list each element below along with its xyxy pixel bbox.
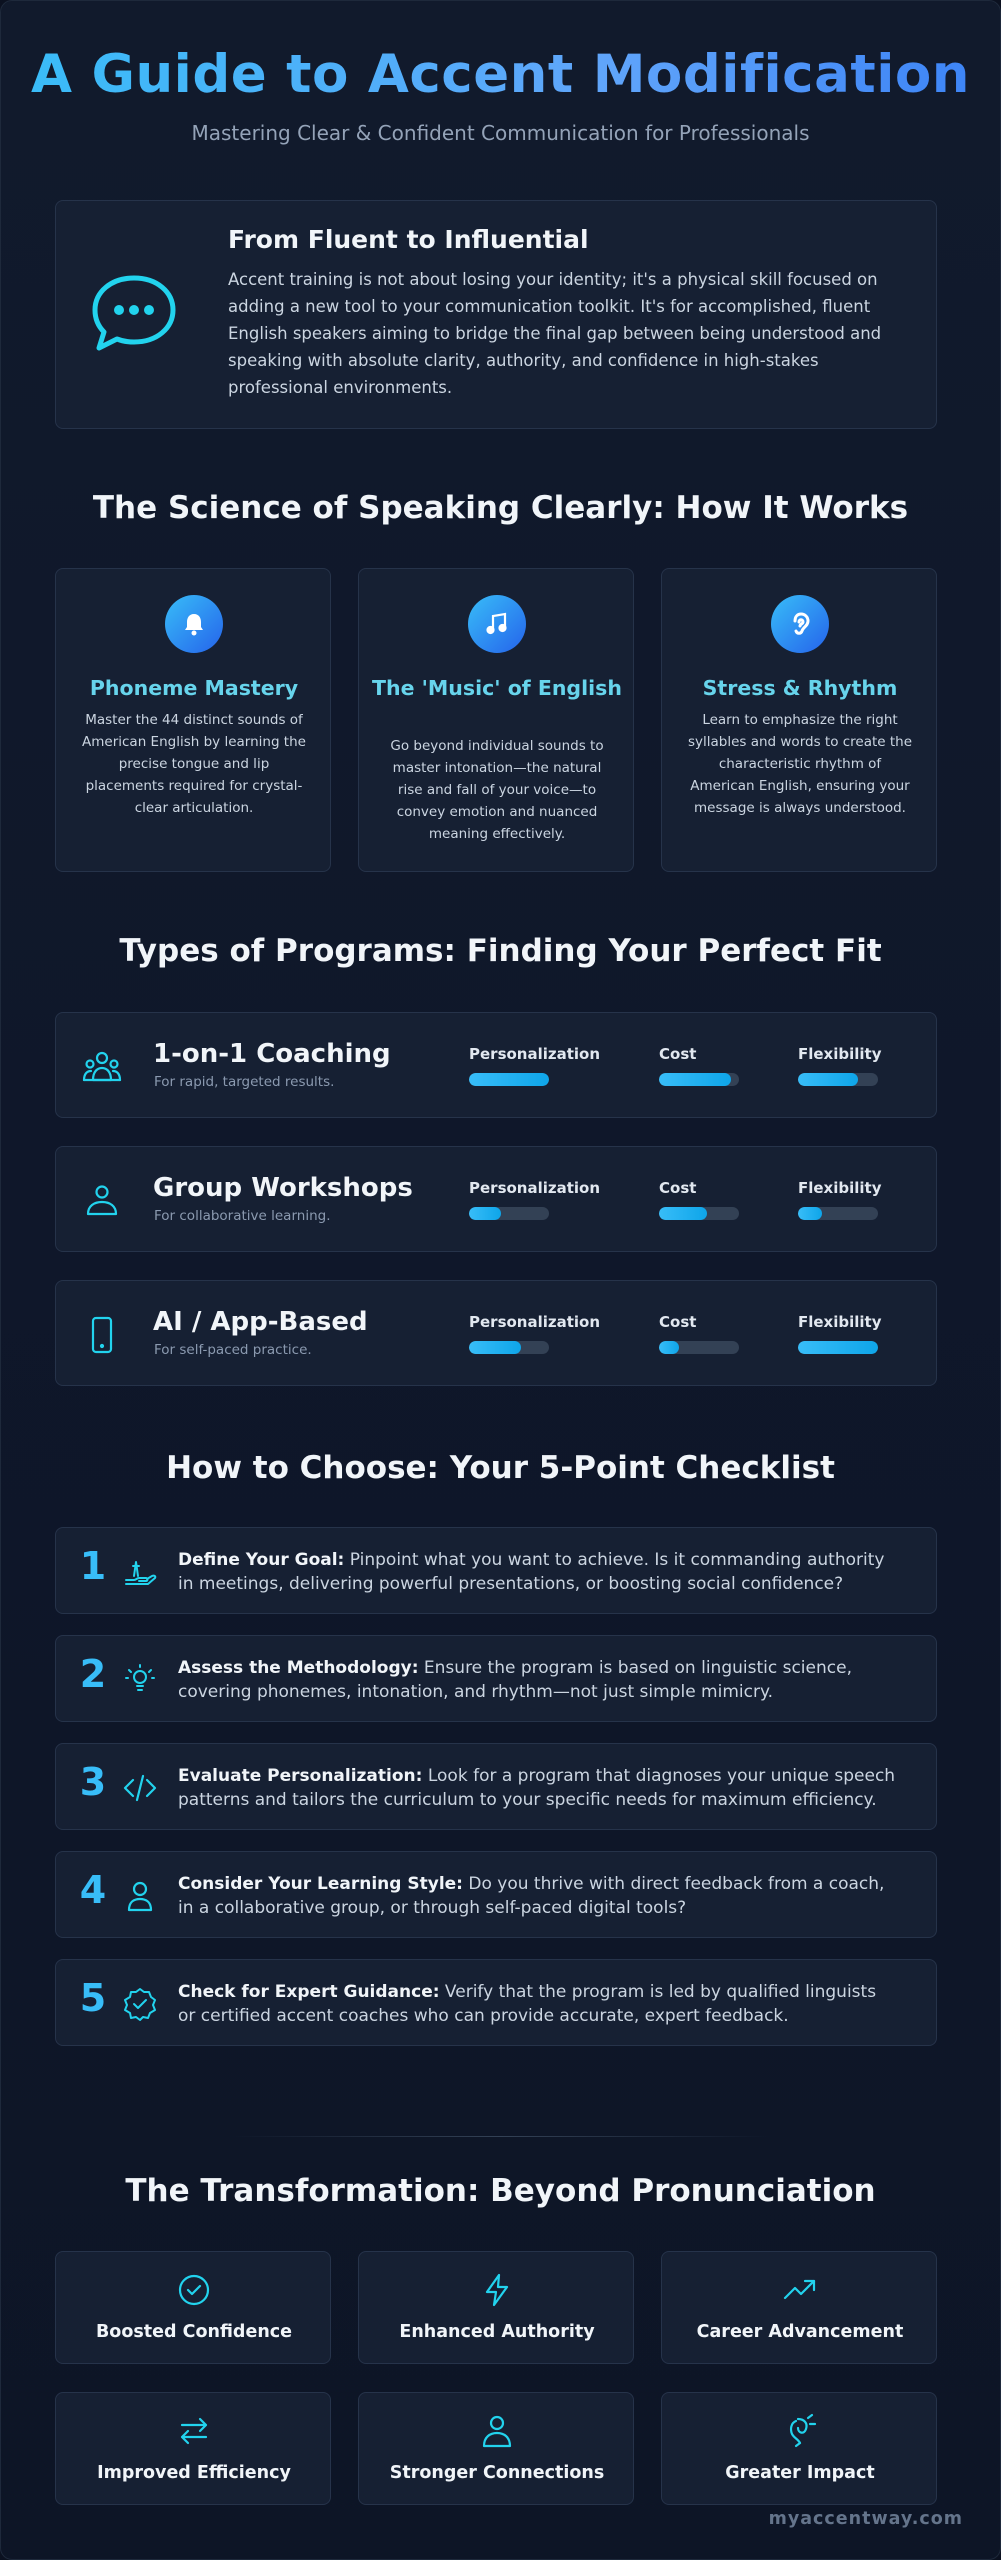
- science-card-text: Go beyond individual sounds to master intonation—the natural rise and fall of your voice—to convey emotion and nuanced meaning effectively.: [390, 738, 604, 842]
- phone-icon: [82, 1315, 122, 1355]
- page-subtitle: Mastering Clear & Confident Communication for Professionals: [191, 121, 810, 145]
- metric-label-personalization: Personalization: [469, 1313, 601, 1331]
- page-title: A Guide to Accent Modification: [0, 44, 1001, 105]
- code-icon: [122, 1770, 158, 1806]
- benefit-card: [358, 2251, 634, 2364]
- checklist-number: 2: [79, 1652, 107, 1696]
- benefit-card: [661, 2392, 937, 2505]
- cost-bar: [659, 1073, 739, 1086]
- personalization-bar: [469, 1341, 549, 1354]
- team-icon: [82, 1181, 122, 1221]
- person-icon: [479, 2413, 515, 2449]
- science-card-text: Learn to emphasize the right syllables and words to create the characteristic rhythm of American English, ensuring your message is always understood.: [687, 712, 913, 816]
- science-card-title: Phoneme Mastery: [89, 676, 299, 700]
- intro-title: From Fluent to Influential: [228, 225, 589, 254]
- science-section-title: The Science of Speaking Clearly: How It Works: [92, 490, 909, 526]
- program-desc: For collaborative learning.: [154, 1208, 331, 1224]
- metric-label-personalization: Personalization: [469, 1045, 601, 1063]
- metric-label-personalization: Personalization: [469, 1179, 601, 1197]
- chat-bubble-icon: [89, 270, 179, 356]
- lightning-icon: [479, 2272, 515, 2308]
- checklist-text: Define Your Goal: Pinpoint what you want to achieve. Is it commanding authority in meetings, delivering powerful presentations, or boosting social confidence?: [178, 1550, 885, 1594]
- programs-section-title: Types of Programs: Finding Your Perfect Fit: [119, 933, 882, 969]
- lightbulb-icon: [122, 1662, 158, 1698]
- cost-bar: [659, 1207, 739, 1220]
- metric-label-cost: Cost: [659, 1045, 697, 1063]
- speaker-icon: [782, 2413, 818, 2449]
- science-card-phoneme: [55, 568, 331, 872]
- flexibility-bar: [798, 1341, 878, 1354]
- checklist-section-title: How to Choose: Your 5-Point Checklist: [166, 1450, 835, 1486]
- benefit-card: [55, 2251, 331, 2364]
- flexibility-bar: [798, 1073, 878, 1086]
- ear-icon: [771, 595, 829, 653]
- program-name: 1-on-1 Coaching: [153, 1039, 391, 1069]
- benefit-card: [358, 2392, 634, 2505]
- checklist-text: Consider Your Learning Style: Do you thrive with direct feedback from a coach, in a collaborative group, or through self-paced digital tools?: [178, 1874, 885, 1918]
- program-name: Group Workshops: [153, 1173, 413, 1203]
- science-card-music: [358, 568, 634, 872]
- program-name: AI / App-Based: [153, 1307, 368, 1337]
- science-card-title: The 'Music' of English: [372, 676, 622, 700]
- checklist-number: 4: [79, 1868, 107, 1912]
- benefit-label: Greater Impact: [725, 2463, 875, 2483]
- benefit-label: Improved Efficiency: [97, 2463, 291, 2483]
- check-circle-icon: [176, 2272, 212, 2308]
- intro-card: [55, 200, 937, 429]
- benefit-label: Boosted Confidence: [95, 2322, 293, 2342]
- metric-label-flexibility: Flexibility: [798, 1313, 882, 1331]
- badge-check-icon: [122, 1986, 158, 2022]
- program-card-coaching: [55, 1012, 937, 1118]
- checklist-item: [55, 1743, 937, 1830]
- checklist-number: 3: [79, 1760, 107, 1804]
- metric-label-cost: Cost: [659, 1179, 697, 1197]
- checklist-item: [55, 1959, 937, 2046]
- checklist-item: [55, 1635, 937, 1722]
- metric-label-flexibility: Flexibility: [798, 1045, 882, 1063]
- benefit-label: Career Advancement: [696, 2322, 904, 2342]
- personalization-bar: [469, 1207, 549, 1220]
- program-desc: For rapid, targeted results.: [154, 1074, 335, 1090]
- checklist-text: Assess the Methodology: Ensure the program is based on linguistic science, covering phonemes, intonation, and rhythm—not just simple mimicry.: [178, 1658, 852, 1702]
- section-divider: [230, 2136, 771, 2137]
- personalization-bar: [469, 1073, 549, 1086]
- user-icon: [122, 1878, 158, 1914]
- target-hand-icon: [122, 1554, 158, 1590]
- benefit-card: [661, 2251, 937, 2364]
- metric-label-flexibility: Flexibility: [798, 1179, 882, 1197]
- science-card-stress: [661, 568, 937, 872]
- benefit-label: Stronger Connections: [389, 2463, 605, 2483]
- group-icon: [82, 1047, 122, 1087]
- benefit-card: [55, 2392, 331, 2505]
- cost-bar: [659, 1341, 739, 1354]
- checklist-number: 1: [79, 1544, 107, 1588]
- science-card-text: Master the 44 distinct sounds of American English by learning the precise tongue and lip placements required for crystal-clear articulation.: [82, 712, 306, 816]
- checklist-item: [55, 1851, 937, 1938]
- music-note-icon: [468, 595, 526, 653]
- program-card-workshops: [55, 1146, 937, 1252]
- program-desc: For self-paced practice.: [154, 1342, 312, 1358]
- intro-text: Accent training is not about losing your identity; it's a physical skill focused on adding a new tool to your communication toolkit. It's for accomplished, fluent English speakers aiming to bridge the final gap between being understood and speaking with absolute clarity, authority, and confidence in high-stakes professional environments.: [228, 270, 882, 397]
- checklist-item: [55, 1527, 937, 1614]
- footer-site: myaccentway.com: [768, 2509, 963, 2529]
- metric-label-cost: Cost: [659, 1313, 697, 1331]
- arrows-swap-icon: [176, 2413, 212, 2449]
- bell-icon: [165, 595, 223, 653]
- program-card-ai-app: [55, 1280, 937, 1386]
- science-card-title: Stress & Rhythm: [702, 676, 898, 700]
- checklist-text: Evaluate Personalization: Look for a program that diagnoses your unique speech patterns and tailors the curriculum to your specific needs for maximum efficiency.: [178, 1766, 896, 1810]
- checklist-number: 5: [79, 1976, 107, 2020]
- trend-up-icon: [782, 2272, 818, 2308]
- benefit-label: Enhanced Authority: [399, 2322, 595, 2342]
- transformation-section-title: The Transformation: Beyond Pronunciation: [125, 2173, 876, 2209]
- checklist-text: Check for Expert Guidance: Verify that the program is led by qualified linguists or certified accent coaches who can provide accurate, expert feedback.: [178, 1982, 877, 2026]
- flexibility-bar: [798, 1207, 878, 1220]
